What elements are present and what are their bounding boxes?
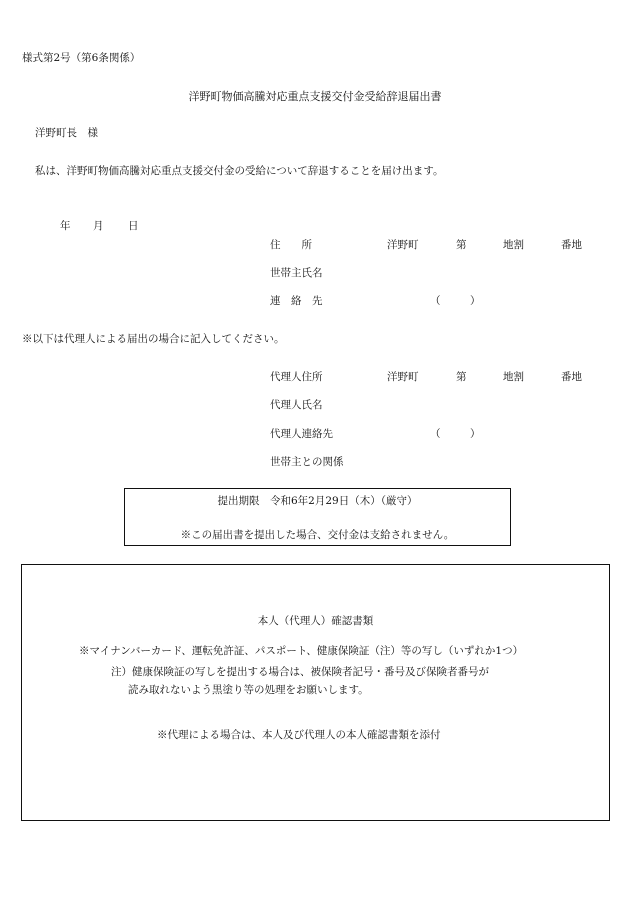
proxy-town: 洋野町 [387, 371, 419, 383]
proxy-contact-paren-open: （ [430, 428, 441, 440]
proxy-contact-label: 代理人連絡先 [270, 428, 333, 440]
deadline-box [124, 488, 511, 546]
deadline-text: 提出期限 令和6年2月29日（木）（厳守） [217, 495, 418, 507]
applicant-contact-paren-open: （ [430, 295, 441, 307]
proxy-banchi: 番地 [561, 371, 582, 383]
id-box-heading: 本人（代理人）確認書類 [257, 615, 374, 627]
proxy-relation-label: 世帯主との関係 [270, 456, 344, 468]
applicant-name-label: 世帯主氏名 [270, 267, 323, 279]
applicant-dai: 第 [456, 239, 467, 251]
health-insurance-note-line1: 注）健康保険証の写しを提出する場合は、被保険者記号・番号及び保険者番号が [111, 666, 489, 678]
document-title: 洋野町物価高騰対応重点支援交付金受給辞退届出書 [188, 90, 442, 103]
form-number: 様式第2号（第6条関係） [22, 52, 141, 64]
proxy-contact-paren-close: ） [470, 428, 481, 440]
id-documents-box [21, 564, 610, 821]
applicant-address-label: 住 所 [270, 239, 312, 251]
proxy-address-label: 代理人住所 [270, 371, 323, 383]
applicant-chiwari: 地割 [503, 239, 524, 251]
date-month: 月 [93, 220, 104, 232]
deadline-warning: ※この届出書を提出した場合、交付金は支給されません。 [180, 529, 455, 541]
proxy-id-note: ※代理による場合は、本人及び代理人の本人確認書類を添付 [157, 729, 441, 741]
proxy-name-label: 代理人氏名 [270, 399, 323, 411]
id-document-list: ※マイナンバーカード、運転免許証、パスポート、健康保険証（注）等の写し（いずれか1つ） [79, 645, 524, 657]
declaration-statement: 私は、洋野町物価高騰対応重点支援交付金の受給について辞退することを届け出ます。 [35, 165, 444, 177]
applicant-banchi: 番地 [561, 239, 582, 251]
applicant-contact-paren-close: ） [470, 295, 481, 307]
proxy-dai: 第 [456, 371, 467, 383]
date-year: 年 [60, 220, 71, 232]
applicant-town: 洋野町 [387, 239, 419, 251]
applicant-contact-label: 連 絡 先 [270, 295, 323, 307]
date-day: 日 [128, 220, 139, 232]
proxy-chiwari: 地割 [503, 371, 524, 383]
addressee: 洋野町長 様 [35, 127, 98, 139]
health-insurance-note-line2: 読み取れないよう黒塗り等の処理をお願いします。 [128, 684, 369, 696]
proxy-instruction: ※以下は代理人による届出の場合に記入してください。 [22, 333, 285, 345]
